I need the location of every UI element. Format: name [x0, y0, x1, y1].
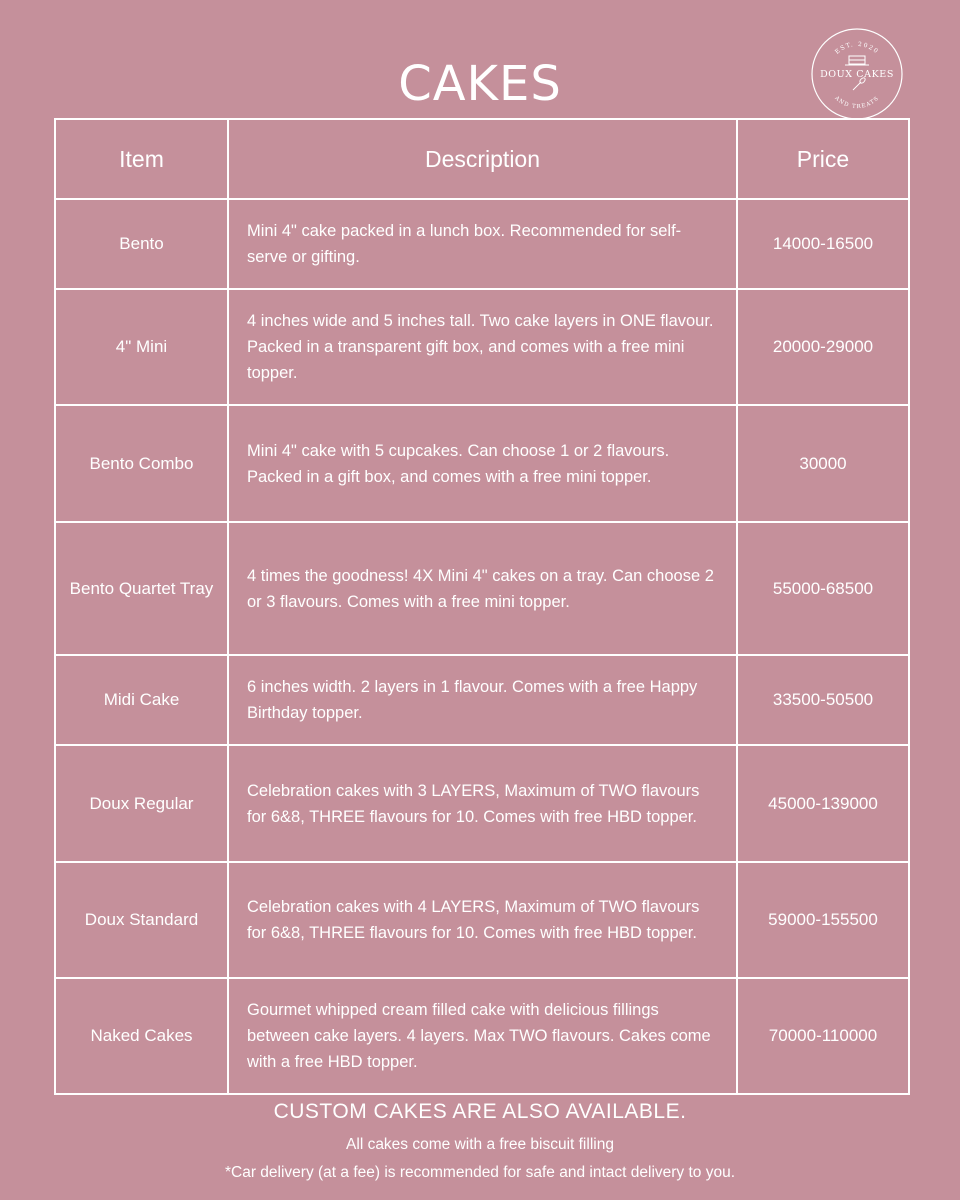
item-name: Bento Combo: [55, 405, 228, 522]
item-price: 14000-16500: [737, 199, 909, 289]
logo-est-text: EST. 2020: [833, 40, 881, 56]
custom-cakes-notice: CUSTOM CAKES ARE ALSO AVAILABLE.: [273, 1100, 687, 1123]
item-price: 59000-155500: [737, 862, 909, 978]
item-name: Doux Standard: [55, 862, 228, 978]
table-row: [55, 199, 909, 289]
table-row: [55, 405, 909, 522]
table-row: [55, 745, 909, 862]
delivery-note: *Car delivery (at a fee) is recommended for safe and intact delivery to you.: [224, 1164, 736, 1181]
item-description: 4 inches wide and 5 inches tall. Two cake layers in ONE flavour. Packed in a transparent gift box, and comes with a free mini topper.: [228, 289, 737, 405]
doux-cakes-logo: [809, 26, 905, 122]
table-row: [55, 862, 909, 978]
item-name: Midi Cake: [55, 655, 228, 745]
item-name: Doux Regular: [55, 745, 228, 862]
item-description: Gourmet whipped cream filled cake with delicious fillings between cake layers. 4 layers. Max TWO flavours. Cakes come with a free HBD topper.: [228, 978, 737, 1094]
table-row: [55, 978, 909, 1094]
item-name: Naked Cakes: [55, 978, 228, 1094]
item-price: 45000-139000: [737, 745, 909, 862]
item-price: 70000-110000: [737, 978, 909, 1094]
logo-tagline-text: AND TREATS: [833, 95, 881, 111]
item-price: 20000-29000: [737, 289, 909, 405]
item-description: Celebration cakes with 4 LAYERS, Maximum of TWO flavours for 6&8, THREE flavours for 10. Comes with free HBD topper.: [228, 862, 737, 978]
item-description: Mini 4" cake with 5 cupcakes. Can choose 1 or 2 flavours. Packed in a gift box, and comes with a free mini topper.: [228, 405, 737, 522]
item-description: 4 times the goodness! 4X Mini 4" cakes on a tray. Can choose 2 or 3 flavours. Comes with a free mini topper.: [228, 522, 737, 655]
item-description: 6 inches width. 2 layers in 1 flavour. Comes with a free Happy Birthday topper.: [228, 655, 737, 745]
cake-price-table: [54, 118, 910, 1095]
table-row: [55, 522, 909, 655]
cake-icon: [845, 56, 869, 65]
table-row: [55, 655, 909, 745]
item-description: Mini 4" cake packed in a lunch box. Recommended for self-serve or gifting.: [228, 199, 737, 289]
item-price: 33500-50500: [737, 655, 909, 745]
table-header-row: [55, 119, 909, 199]
item-name: Bento Quartet Tray: [55, 522, 228, 655]
logo-badge: [809, 26, 905, 122]
table-row: [55, 289, 909, 405]
header-price: Price: [737, 119, 909, 199]
logo-brand-text: DOUX CAKES: [820, 69, 894, 80]
biscuit-filling-note: All cakes come with a free biscuit filling: [346, 1136, 614, 1153]
item-price: 55000-68500: [737, 522, 909, 655]
svg-text:EST. 2020: [834, 41, 880, 56]
item-price: 30000: [737, 405, 909, 522]
svg-text:AND TREATS: [833, 95, 881, 110]
item-description: Celebration cakes with 3 LAYERS, Maximum of TWO flavours for 6&8, THREE flavours for 10. Comes with free HBD topper.: [228, 745, 737, 862]
header-description: Description: [228, 119, 737, 199]
header-item: Item: [55, 119, 228, 199]
item-name: 4" Mini: [55, 289, 228, 405]
page-title: CAKES: [398, 56, 562, 112]
item-name: Bento: [55, 199, 228, 289]
